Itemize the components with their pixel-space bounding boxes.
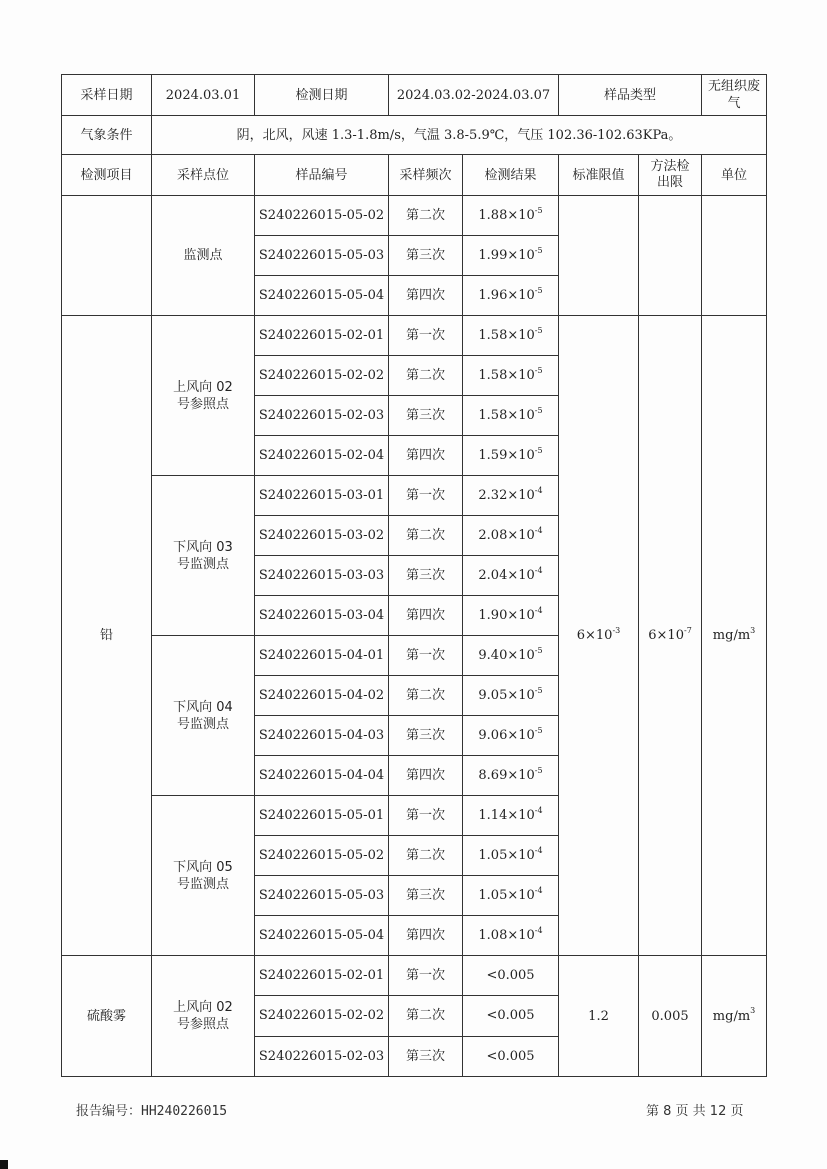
frequency: 第三次 — [389, 396, 463, 436]
result: $1.96\times 10^{-5}$ — [463, 276, 559, 316]
sample-id: S240226015-02-01 — [255, 956, 389, 996]
frequency: 第一次 — [389, 956, 463, 996]
col-frequency: 采样频次 — [389, 155, 463, 196]
result: $1.08\times 10^{-4}$ — [463, 916, 559, 956]
frequency: 第二次 — [389, 196, 463, 236]
sample-id: S240226015-03-02 — [255, 516, 389, 556]
sample-id: S240226015-05-02 — [255, 196, 389, 236]
result: $2.08\times 10^{-4}$ — [463, 516, 559, 556]
frequency: 第一次 — [389, 796, 463, 836]
sample-id: S240226015-05-02 — [255, 836, 389, 876]
weather-value: 阴，北风，风速 1.3-1.8m/s，气温 3.8-5.9℃，气压 102.36-102.63KPa。 — [152, 116, 767, 155]
result: $1.99\times 10^{-5}$ — [463, 236, 559, 276]
result: $1.88\times 10^{-5}$ — [463, 196, 559, 236]
scan-edge-mark — [0, 1160, 8, 1169]
continued-location: 监测点 — [152, 196, 255, 316]
result: $1.90\times 10^{-4}$ — [463, 596, 559, 636]
result: $9.06\times 10^{-5}$ — [463, 716, 559, 756]
frequency: 第一次 — [389, 316, 463, 356]
frequency: 第三次 — [389, 876, 463, 916]
lead-method-limit: $6\times 10^{-7}$ — [639, 316, 702, 956]
frequency: 第三次 — [389, 716, 463, 756]
result: $9.05\times 10^{-5}$ — [463, 676, 559, 716]
frequency: 第三次 — [389, 1036, 463, 1076]
result: $2.32\times 10^{-4}$ — [463, 476, 559, 516]
location-upwind-02: 上风向 02 号参照点 — [152, 316, 255, 476]
result: $1.58\times 10^{-5}$ — [463, 316, 559, 356]
sample-id: S240226015-05-03 — [255, 236, 389, 276]
sample-id: S240226015-02-01 — [255, 316, 389, 356]
sample-id: S240226015-02-04 — [255, 436, 389, 476]
col-sample-id: 样品编号 — [255, 155, 389, 196]
sample-id: S240226015-03-03 — [255, 556, 389, 596]
lead-item: 铅 — [62, 316, 152, 956]
frequency: 第二次 — [389, 996, 463, 1036]
sulfuric-method-limit: 0.005 — [639, 956, 702, 1077]
weather-label: 气象条件 — [62, 116, 152, 155]
frequency: 第四次 — [389, 436, 463, 476]
sample-id: S240226015-04-03 — [255, 716, 389, 756]
sample-id: S240226015-02-02 — [255, 356, 389, 396]
sample-id: S240226015-05-04 — [255, 916, 389, 956]
sample-id: S240226015-02-03 — [255, 1036, 389, 1076]
report-number-label: 报告编号： — [76, 1104, 142, 1119]
continued-item-cell — [62, 196, 152, 316]
table-row — [62, 316, 767, 356]
test-date: 2024.03.02-2024.03.07 — [389, 75, 559, 116]
result: <0.005 — [463, 956, 559, 996]
test-results-table — [61, 74, 767, 1077]
col-item: 检测项目 — [62, 155, 152, 196]
frequency: 第二次 — [389, 836, 463, 876]
sampling-date: 2024.03.01 — [152, 75, 255, 116]
result: $1.05\times 10^{-4}$ — [463, 876, 559, 916]
sampling-date-label: 采样日期 — [62, 75, 152, 116]
frequency: 第四次 — [389, 276, 463, 316]
sulfuric-limit: 1.2 — [559, 956, 639, 1077]
col-location: 采样点位 — [152, 155, 255, 196]
frequency: 第三次 — [389, 556, 463, 596]
lead-unit: $mg/m^3$ — [702, 316, 767, 956]
report-number-value: HH240226015 — [141, 1104, 228, 1119]
frequency: 第二次 — [389, 356, 463, 396]
result: $1.58\times 10^{-5}$ — [463, 396, 559, 436]
sample-id: S240226015-05-04 — [255, 276, 389, 316]
sulfuric-item: 硫酸雾 — [62, 956, 152, 1077]
result: $2.04\times 10^{-4}$ — [463, 556, 559, 596]
result: $9.40\times 10^{-5}$ — [463, 636, 559, 676]
frequency: 第四次 — [389, 756, 463, 796]
continued-limit-cell — [559, 196, 639, 316]
result: $1.05\times 10^{-4}$ — [463, 836, 559, 876]
col-limit: 标准限值 — [559, 155, 639, 196]
sample-type-label: 样品类型 — [559, 75, 702, 116]
sample-id: S240226015-04-04 — [255, 756, 389, 796]
result: $1.58\times 10^{-5}$ — [463, 356, 559, 396]
sample-id: S240226015-02-02 — [255, 996, 389, 1036]
table-row — [62, 196, 767, 236]
result: <0.005 — [463, 1036, 559, 1076]
frequency: 第四次 — [389, 596, 463, 636]
result: $1.59\times 10^{-5}$ — [463, 436, 559, 476]
test-date-label: 检测日期 — [255, 75, 389, 116]
location-downwind-05: 下风向 05 号监测点 — [152, 796, 255, 956]
sample-id: S240226015-04-01 — [255, 636, 389, 676]
sulfuric-unit: $mg/m^3$ — [702, 956, 767, 1077]
frequency: 第三次 — [389, 236, 463, 276]
sample-id: S240226015-04-02 — [255, 676, 389, 716]
table-row — [62, 956, 767, 996]
frequency: 第二次 — [389, 676, 463, 716]
lead-limit: $6\times 10^{-3}$ — [559, 316, 639, 956]
sample-id: S240226015-02-03 — [255, 396, 389, 436]
result: <0.005 — [463, 996, 559, 1036]
header-row — [62, 75, 767, 116]
location-downwind-04: 下风向 04 号监测点 — [152, 636, 255, 796]
result: $1.14\times 10^{-4}$ — [463, 796, 559, 836]
location-upwind-02-sulfuric: 上风向 02 号参照点 — [152, 956, 255, 1077]
sample-id: S240226015-03-01 — [255, 476, 389, 516]
col-unit: 单位 — [702, 155, 767, 196]
col-result: 检测结果 — [463, 155, 559, 196]
continued-unit-cell — [702, 196, 767, 316]
sample-type: 无组织废气 — [702, 75, 767, 116]
sample-id: S240226015-03-04 — [255, 596, 389, 636]
column-header-row — [62, 155, 767, 196]
sample-id: S240226015-05-03 — [255, 876, 389, 916]
page-indicator: 第 8 页 共 12 页 — [646, 1104, 744, 1119]
frequency: 第二次 — [389, 516, 463, 556]
col-method-limit: 方法检出限 — [639, 155, 702, 196]
frequency: 第四次 — [389, 916, 463, 956]
report-number — [76, 1100, 227, 1119]
location-downwind-03: 下风向 03 号监测点 — [152, 476, 255, 636]
result: $8.69\times 10^{-5}$ — [463, 756, 559, 796]
frequency: 第一次 — [389, 476, 463, 516]
frequency: 第一次 — [389, 636, 463, 676]
sample-id: S240226015-05-01 — [255, 796, 389, 836]
continued-method-cell — [639, 196, 702, 316]
weather-row — [62, 116, 767, 155]
